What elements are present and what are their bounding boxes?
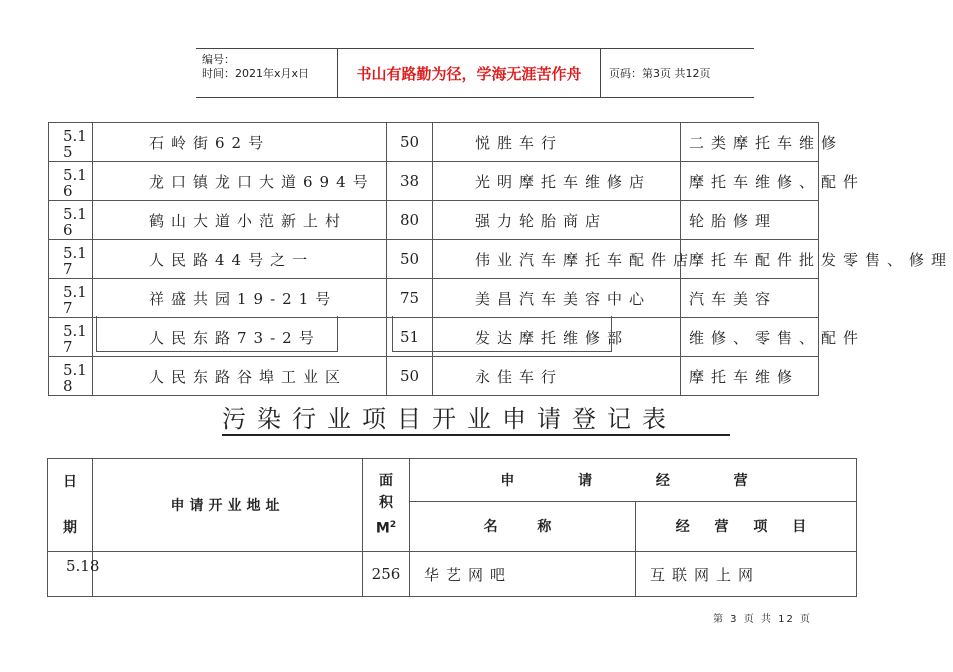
date-label: 时间：2021年x月x日 <box>202 67 310 80</box>
form-name: 华艺网吧 <box>410 552 636 597</box>
record-name: 伟业汽车摩托车配件店 <box>433 240 681 279</box>
record-address: 人民东路73-2号 <box>93 318 387 357</box>
record-project: 汽车美容 <box>681 279 819 318</box>
record-address: 龙口镇龙口大道694号 <box>93 162 387 201</box>
page-header <box>196 48 754 98</box>
col-header-area <box>363 459 410 552</box>
record-area: 75 <box>387 279 433 318</box>
col-header-date <box>48 459 93 552</box>
record-project: 摩托车维修 <box>681 357 819 396</box>
form-address <box>93 552 363 597</box>
record-project: 二类摩托车维修 <box>681 123 819 162</box>
record-date: 5.16 <box>49 201 93 240</box>
record-name: 永佳车行 <box>433 357 681 396</box>
record-project: 摩托车维修、配件 <box>681 162 819 201</box>
records-table <box>48 122 953 396</box>
record-project: 轮胎修理 <box>681 201 819 240</box>
table-row <box>48 552 857 597</box>
row-inner-frame <box>96 316 338 352</box>
record-area: 50 <box>387 357 433 396</box>
record-area: 51 <box>387 318 433 357</box>
header-page-label: 页码：第3页 共12页 <box>609 67 711 80</box>
record-address: 人民东路谷埠工业区 <box>93 357 387 396</box>
table-row <box>49 357 819 396</box>
col-header-business: 申 请 经 营 <box>410 459 857 502</box>
form-title: 污染行业项目开业申请登记表 <box>222 402 730 436</box>
record-date: 5.15 <box>49 123 93 162</box>
record-date: 5.17 <box>49 240 93 279</box>
header-meta <box>196 49 338 97</box>
record-name: 发达摩托维修部 <box>433 318 681 357</box>
table-row <box>49 279 819 318</box>
col-header-project: 经 营 项 目 <box>636 501 857 551</box>
row-inner-frame <box>392 316 612 352</box>
form-date: 5.18 <box>48 552 93 597</box>
table-row <box>49 240 819 279</box>
number-label: 编号： <box>202 53 235 66</box>
record-date: 5.17 <box>49 318 93 357</box>
record-area: 80 <box>387 201 433 240</box>
record-area: 50 <box>387 123 433 162</box>
record-area: 38 <box>387 162 433 201</box>
record-date: 5.17 <box>49 279 93 318</box>
col-header-area-2: 积 <box>379 495 393 512</box>
record-name: 美昌汽车美容中心 <box>433 279 681 318</box>
application-table <box>47 458 857 597</box>
record-address: 鹤山大道小范新上村 <box>93 201 387 240</box>
record-address: 人民路44号之一 <box>93 240 387 279</box>
col-header-address: 申请开业地址 <box>93 459 363 552</box>
record-project: 摩托车配件批发零售、修理 <box>681 240 819 279</box>
table-row <box>49 162 819 201</box>
table-row <box>49 123 819 162</box>
col-header-name: 名 称 <box>410 501 636 551</box>
header-motto: 书山有路勤为径，学海无涯苦作舟 <box>338 49 601 97</box>
record-address: 石岭街62号 <box>93 123 387 162</box>
record-name: 悦胜车行 <box>433 123 681 162</box>
record-name: 强力轮胎商店 <box>433 201 681 240</box>
col-header-area-1: 面 <box>379 473 393 490</box>
record-date: 5.18 <box>49 357 93 396</box>
col-header-area-sup: 2 <box>389 520 397 531</box>
col-header-date-2: 期 <box>63 520 77 536</box>
table-row <box>49 201 819 240</box>
record-address: 祥盛共园19-21号 <box>93 279 387 318</box>
form-project: 互联网上网 <box>636 552 857 597</box>
record-project: 维修、零售、配件 <box>681 318 819 357</box>
record-date: 5.16 <box>49 162 93 201</box>
page-footer: 第 3 页 共 12 页 <box>713 614 812 625</box>
record-area: 50 <box>387 240 433 279</box>
record-name: 光明摩托车维修店 <box>433 162 681 201</box>
col-header-date-1: 日 <box>63 474 77 490</box>
form-area: 256 <box>363 552 410 597</box>
col-header-area-unit: M <box>375 520 390 537</box>
